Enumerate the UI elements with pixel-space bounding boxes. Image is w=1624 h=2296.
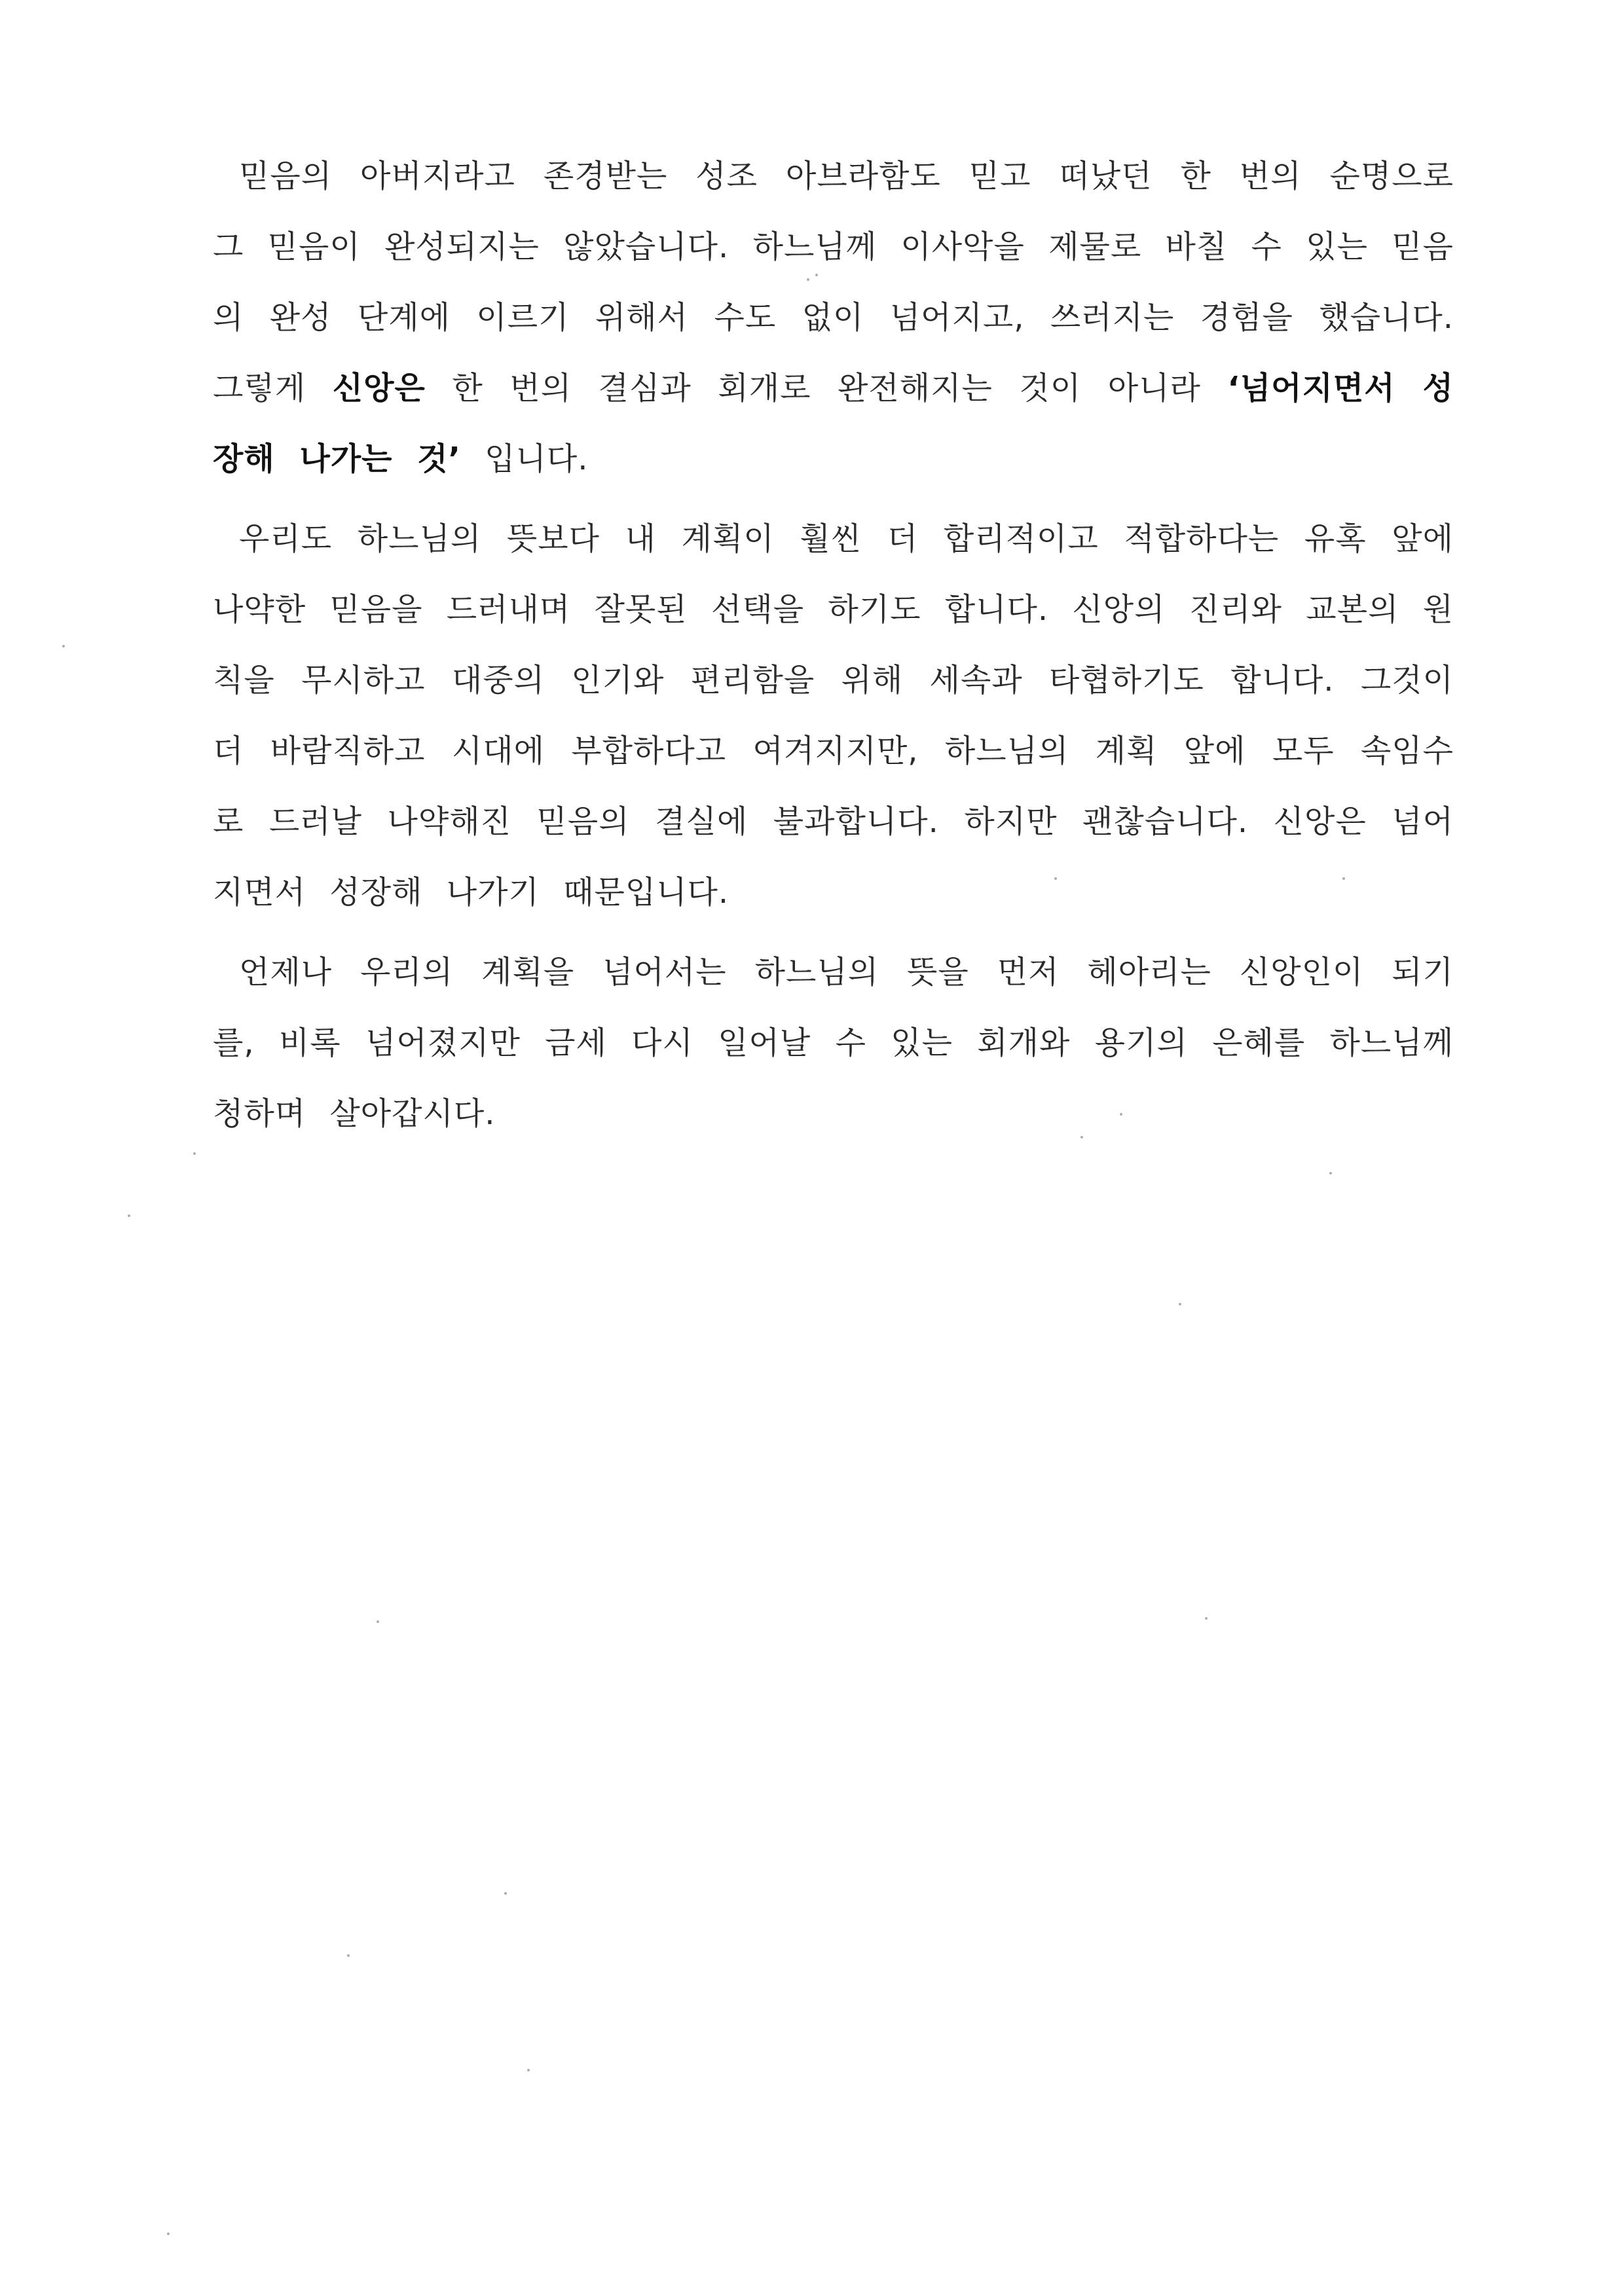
scan-speck bbox=[1329, 1172, 1332, 1175]
scan-speck bbox=[193, 1152, 196, 1155]
paragraph-1-text-a: 믿음의 아버지라고 존경받는 성조 아브라함도 믿고 떠났던 한 번의 순명으로 그 믿음이 완성되지는 않았습니다. 하느님께 이사악을 제물로 바칠 수 있는 믿음의 완성 단계에 이르기 위해서 수도 없이 넘어지고, 쓰러지는 경험을 했습니다. 그렇게 bbox=[213, 158, 1454, 407]
scan-speck bbox=[1205, 1617, 1208, 1620]
scan-speck bbox=[527, 2069, 530, 2071]
scan-speck bbox=[1342, 877, 1345, 880]
scan-speck bbox=[815, 274, 818, 276]
scan-speck bbox=[1080, 1136, 1083, 1139]
scan-speck bbox=[1179, 1303, 1181, 1305]
emphasis-quote: ‘넘어지면서 성장해 나가는 것’ bbox=[213, 370, 1454, 477]
scan-speck bbox=[347, 1954, 350, 1957]
paragraph-2: 우리도 하느님의 뜻보다 내 계획이 훨씬 더 합리적이고 적합하다는 유혹 앞에 나약한 믿음을 드러내며 잘못된 선택을 하기도 합니다. 신앙의 진리와 교본의 원칙을 무시하고 대중의 인기와 편리함을 위해 세속과 타협하기도 합니다. 그것이 더 바람직하고 시대에 부합하다고 여겨지지만, 하느님의 계획 앞에 모두 속임수로 드러날 나약해진 믿음의 결실에 불과합니다. 하지만 괜찮습니다. 신앙은 넘어지면서 성장해 나가기 때문입니다. bbox=[213, 520, 1454, 911]
scan-speck bbox=[167, 2232, 170, 2235]
scan-speck bbox=[128, 1214, 130, 1217]
scan-speck bbox=[504, 1892, 507, 1895]
scan-speck bbox=[807, 278, 809, 281]
scan-speck bbox=[1054, 877, 1057, 880]
document-body bbox=[213, 141, 1454, 1158]
paragraph-1 bbox=[213, 141, 1454, 494]
scan-speck bbox=[1120, 1113, 1122, 1116]
paragraph-1-text-b: 한 번의 결심과 회개로 완전해지는 것이 아니라 bbox=[425, 370, 1228, 407]
emphasis-faith: 신앙은 bbox=[332, 370, 426, 407]
paragraph-1-text-c: 입니다. bbox=[460, 441, 589, 477]
paragraph-3: 언제나 우리의 계획을 넘어서는 하느님의 뜻을 먼저 헤아리는 신앙인이 되기를, 비록 넘어졌지만 금세 다시 일어날 수 있는 회개와 용기의 은혜를 하느님께 청하며 살아갑시다. bbox=[213, 954, 1454, 1132]
scan-speck bbox=[62, 645, 65, 647]
scan-speck bbox=[377, 1620, 379, 1623]
